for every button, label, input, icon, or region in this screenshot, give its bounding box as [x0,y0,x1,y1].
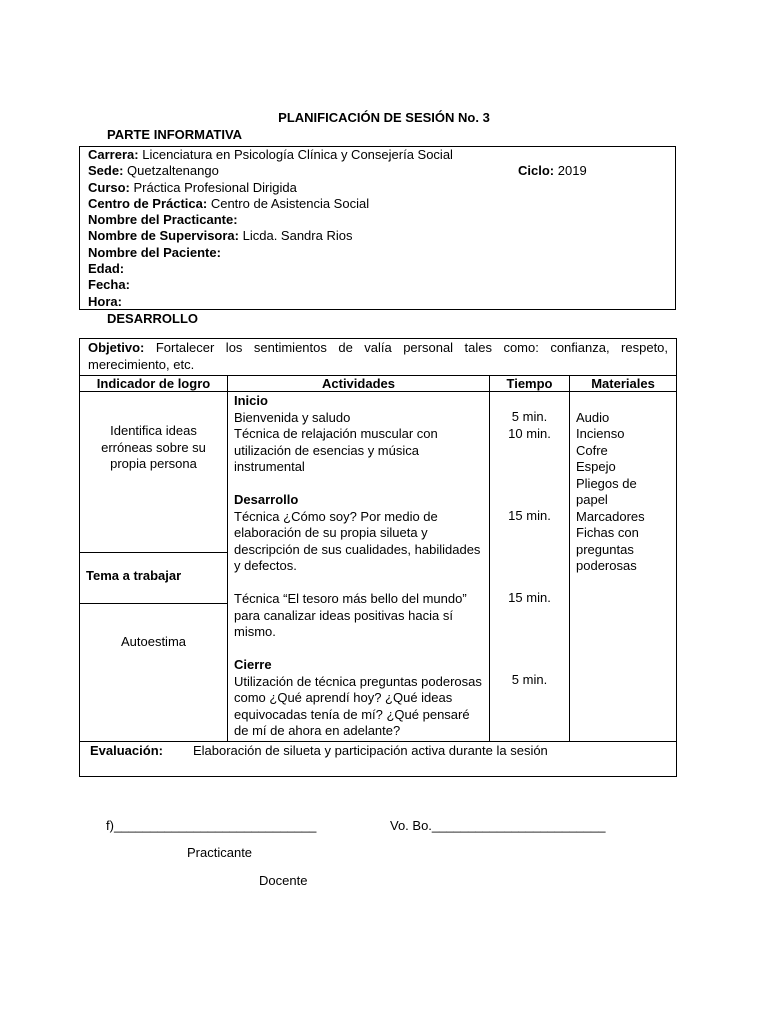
fecha-label: Fecha: [88,277,130,293]
info-row-practicante [88,212,667,228]
section-heading-desarrollo: DESARROLLO [107,311,198,326]
material-item: Marcadores [576,508,645,524]
time-3: 15 min. [508,508,551,523]
material-item: Audio [576,409,610,425]
carrera-label: Carrera: [88,147,139,162]
topic-label: Tema a trabajar [86,568,182,583]
indicator-cell [80,392,228,742]
evaluation-cell [80,741,677,776]
material-item: Fichas con preguntas poderosas [576,525,639,573]
ciclo-label: Ciclo: [518,163,555,179]
objective-text: Fortalecer los sentimientos de valía personal tales como: confianza, respeto, merecimiento, etc. [88,340,669,372]
info-row-edad [88,261,667,277]
objective-cell [80,339,677,376]
info-row-hora [88,294,667,310]
indicator-text: Identifica ideas erróneas sobre su propia persona [101,423,206,471]
development-table [79,338,677,777]
curso-label: Curso: [88,179,130,195]
time-1: 5 min. [511,409,548,424]
col-header-indicador: Indicador de logro [80,376,228,392]
info-row-fecha [88,277,667,293]
col-header-actividades: Actividades [228,376,490,392]
cierre-title: Cierre [234,657,272,672]
sede-label: Sede: [88,163,124,179]
edad-label: Edad: [88,261,125,277]
desarrollo-activity-1: Técnica ¿Cómo soy? Por medio de elaboración de su propia silueta y descripción de sus cualidades, habilidades y defectos. [234,508,481,573]
info-row-sede [88,163,667,179]
practicante-caption: Practicante [187,845,253,860]
info-box [79,146,676,310]
info-row-supervisora [88,228,667,244]
centro-label: Centro de Práctica: [88,195,208,211]
time-2: 10 min. [508,426,551,441]
material-item: Espejo [576,459,616,474]
objective-label: Objetivo: [88,340,145,355]
info-row-carrera [88,147,667,163]
ciclo-field [518,163,587,180]
paciente-label: Nombre del Paciente: [88,244,221,260]
cierre-activity-1: Utilización de técnica preguntas poderosas como ¿Qué aprendí hoy? ¿Qué ideas equivocadas tenía de mí? ¿Qué pensaré de mí de ahora en adelante? [234,673,482,738]
topic-label-block [80,553,227,604]
material-item: Incienso [576,426,625,441]
info-row-paciente [88,245,667,261]
col-header-tiempo: Tiempo [490,376,570,392]
ciclo-value: 2019 [557,163,587,179]
header-row [80,376,677,392]
time-5: 5 min. [511,672,548,687]
evaluation-row [80,741,677,776]
hora-label: Hora: [88,293,122,309]
desarrollo-activity-2: Técnica “El tesoro más bello del mundo” para canalizar ideas positivas hacia sí mismo. [234,591,467,639]
materials-cell [570,392,677,742]
curso-value: Práctica Profesional Dirigida [133,179,297,195]
content-row [80,392,677,742]
inicio-activity-1: Bienvenida y saludo [234,409,351,425]
supervisora-label: Nombre de Supervisora: [88,228,239,244]
material-item: Pliegos de papel [576,475,637,507]
activities-cell [228,392,490,742]
indicator-block [80,392,227,553]
page-title: PLANIFICACIÓN DE SESIÓN No. 3 [278,110,490,125]
practicante-label: Nombre del Practicante: [88,212,238,228]
carrera-value: Licenciatura en Psicología Clínica y Consejería Social [142,147,453,162]
topic-block [80,604,227,651]
inicio-title: Inicio [234,393,268,408]
topic-value: Autoestima [120,634,187,649]
docente-caption: Docente [259,873,308,888]
signature-line-practicante: f)____________________________ [106,818,317,833]
evaluation-text: Elaboración de silueta y participación activa durante la sesión [192,742,548,758]
centro-value: Centro de Asistencia Social [210,195,370,211]
section-heading-informativa: PARTE INFORMATIVA [107,127,243,142]
material-item: Cofre [576,442,608,458]
signature-line-vobo: Vo. Bo.________________________ [390,818,606,833]
time-4: 15 min. [508,590,551,605]
supervisora-value: Licda. Sandra Rios [242,228,353,244]
times-cell [490,392,570,742]
sede-value: Quetzaltenango [127,163,219,179]
desarrollo-title: Desarrollo [234,492,299,507]
objective-row [80,339,677,376]
info-row-centro [88,196,667,212]
evaluation-label: Evaluación: [90,742,163,758]
inicio-activity-2: Técnica de relajación muscular con utilización de esencias y música instrumental [234,426,438,474]
info-row-curso [88,180,667,196]
col-header-materiales: Materiales [570,376,677,392]
